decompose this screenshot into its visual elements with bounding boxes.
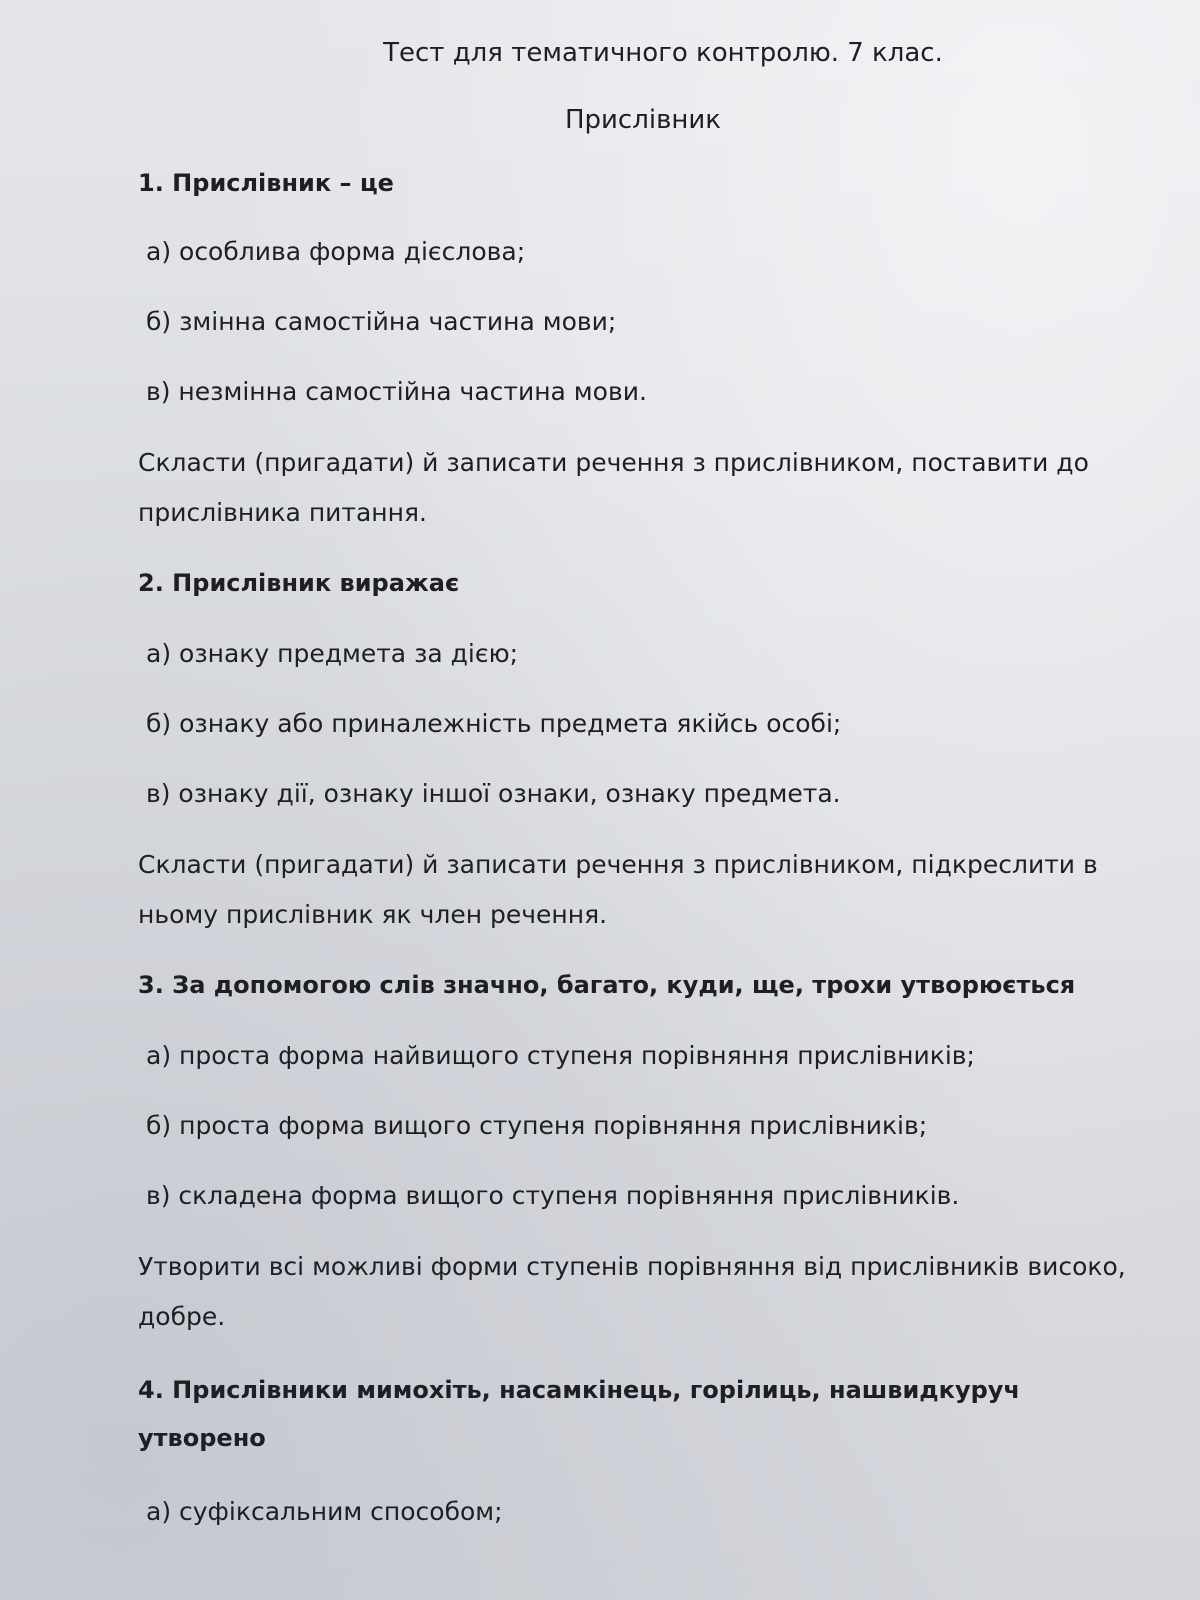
document-title: Тест для тематичного контролю. 7 клас.	[383, 38, 943, 68]
task-text: Скласти (пригадати) й записати речення з прислівником, підкреслити в ньому прислівник як член речення.	[138, 850, 1098, 929]
question-block-4	[138, 1366, 1148, 1532]
question-text: 3. За допомогою слів значно, багато, куди, ще, трохи утворюється	[138, 971, 1076, 999]
answer-option: б) ознаку або приналежність предмета якійсь особі;	[146, 709, 842, 738]
task-text: Утворити всі можливі форми ступенів порівняння від прислівників високо, добре.	[138, 1252, 1126, 1331]
answer-option: в) складена форма вищого ступеня порівняння прислівників.	[146, 1181, 960, 1210]
answer-option: а) проста форма найвищого ступеня порівняння прислівників;	[146, 1041, 975, 1070]
question-text: 4. Прислівники мимохіть, насамкінець, горілиць, нашвидкуруч утворено	[138, 1376, 1020, 1452]
document-subtitle: Прислівник	[564, 105, 721, 135]
document-content	[138, 30, 1148, 1532]
question-text: 2. Прислівник виражає	[138, 569, 460, 597]
answer-option: б) змінна самостійна частина мови;	[146, 307, 617, 336]
answer-option: в) ознаку дії, ознаку іншої ознаки, ознаку предмета.	[146, 779, 841, 808]
answer-option: а) суфіксальним способом;	[146, 1497, 503, 1526]
answer-option: а) особлива форма дієслова;	[146, 237, 526, 266]
answer-option: а) ознаку предмета за дією;	[146, 639, 519, 668]
question-text: 1. Прислівник – це	[138, 169, 394, 197]
question-block-1	[138, 162, 1148, 538]
question-block-3	[138, 964, 1148, 1342]
question-block-2	[138, 562, 1148, 940]
task-text: Скласти (пригадати) й записати речення з прислівником, поставити до прислівника питання.	[138, 448, 1089, 527]
answer-option: б) проста форма вищого ступеня порівняння прислівників;	[146, 1111, 928, 1140]
answer-option: в) незмінна самостійна частина мови.	[146, 377, 647, 406]
